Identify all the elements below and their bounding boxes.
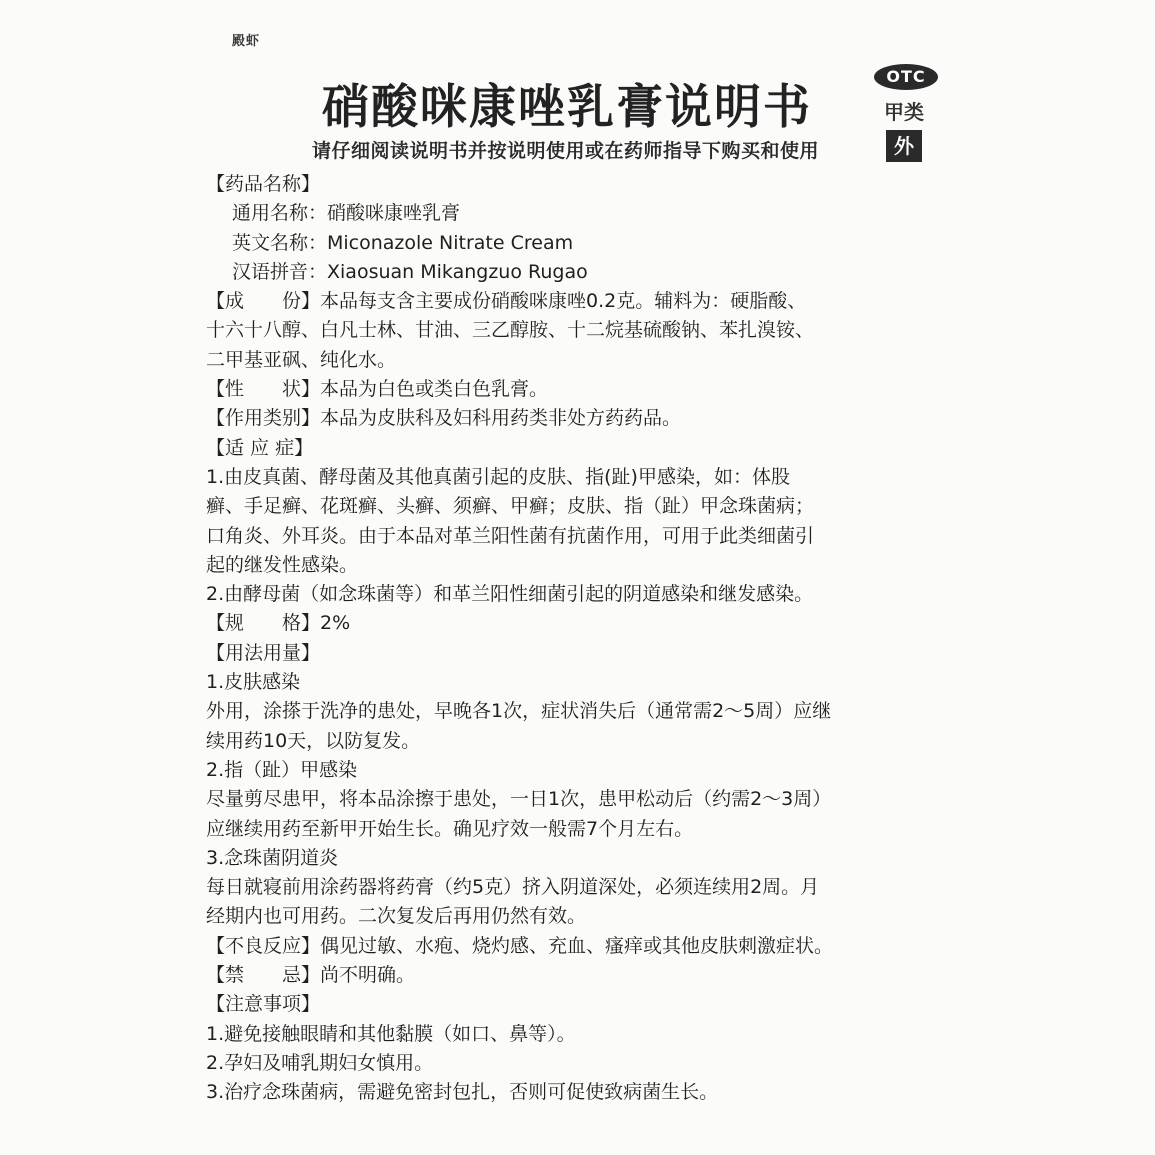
precaution-line: 1.避免接触眼睛和其他黏膜（如口、鼻等）。 bbox=[206, 1022, 576, 1045]
dosage-line: 外用，涂搽于洗净的患处，早晚各1次，症状消失后（通常需2～5周）应继 bbox=[206, 700, 832, 723]
dosage-subheading: 3.念珠菌阴道炎 bbox=[206, 846, 339, 869]
english-name: 英文名称：Miconazole Nitrate Cream bbox=[232, 231, 574, 254]
leaflet-body bbox=[206, 170, 976, 1108]
indication-line: 1.由皮真菌、酵母菌及其他真菌引起的皮肤、指(趾)甲感染，如：体股 bbox=[206, 465, 790, 488]
section-heading-precautions: 【注意事项】 bbox=[206, 993, 321, 1016]
adverse-reactions-line: 【不良反应】偶见过敏、水疱、烧灼感、充血、瘙痒或其他皮肤刺激症状。 bbox=[206, 934, 834, 957]
dosage-line: 经期内也可用药。二次复发后再用仍然有效。 bbox=[206, 905, 587, 928]
dosage-subheading: 1.皮肤感染 bbox=[206, 671, 301, 694]
indication-line: 起的继发性感染。 bbox=[206, 553, 359, 576]
section-heading-name: 【药品名称】 bbox=[206, 173, 321, 195]
pinyin-name: 汉语拼音：Xiaosuan Mikangzuo Rugao bbox=[232, 260, 588, 283]
external-use-badge: 外 bbox=[886, 130, 922, 162]
dosage-line: 尽量剪尽患甲，将本品涂擦于患处，一日1次，患甲松动后（约需2～3周） bbox=[206, 788, 832, 811]
dosage-line: 续用药10天，以防复发。 bbox=[206, 729, 421, 752]
brand-mark: 殿虾 bbox=[232, 34, 261, 49]
document-title: 硝酸咪康唑乳膏说明书 bbox=[322, 80, 812, 135]
appearance-line: 【性 状】本品为白色或类白色乳膏。 bbox=[206, 378, 549, 401]
reading-notice: 请仔细阅读说明书并按说明使用或在药师指导下购买和使用 bbox=[312, 140, 820, 162]
category-line: 【作用类别】本品为皮肤科及妇科用药类非处方药药品。 bbox=[206, 407, 682, 430]
dosage-subheading: 2.指（趾）甲感染 bbox=[206, 758, 358, 781]
precaution-line: 2.孕妇及哺乳期妇女慎用。 bbox=[206, 1051, 434, 1074]
generic-name: 通用名称：硝酸咪康唑乳膏 bbox=[232, 202, 461, 225]
otc-label bbox=[872, 64, 942, 134]
specification-line: 【规 格】2% bbox=[206, 612, 351, 635]
ingredients-line: 【成 份】本品每支含主要成份硝酸咪康唑0.2克。辅料为：硬脂酸、 bbox=[206, 290, 807, 313]
indication-line: 口角炎、外耳炎。由于本品对革兰阳性菌有抗菌作用，可用于此类细菌引 bbox=[206, 524, 815, 547]
otc-badge: OTC bbox=[874, 64, 938, 90]
precaution-line: 3.治疗念珠菌病，需避免密封包扎，否则可促使致病菌生长。 bbox=[206, 1081, 719, 1104]
section-heading-indications: 【适 应 症】 bbox=[206, 436, 314, 459]
indication-line: 癣、手足癣、花斑癣、头癣、须癣、甲癣；皮肤、指（趾）甲念珠菌病； bbox=[206, 495, 815, 518]
contraindications-line: 【禁 忌】尚不明确。 bbox=[206, 964, 416, 987]
dosage-line: 每日就寝前用涂药器将药膏（约5克）挤入阴道深处，必须连续用2周。月 bbox=[206, 876, 820, 899]
indication-line: 2.由酵母菌（如念珠菌等）和革兰阳性细菌引起的阴道感染和继发感染。 bbox=[206, 583, 814, 606]
dosage-line: 应继续用药至新甲开始生长。确见疗效一般需7个月左右。 bbox=[206, 817, 694, 840]
otc-class: 甲类 bbox=[884, 100, 924, 124]
ingredients-line: 十六十八醇、白凡士林、甘油、三乙醇胺、十二烷基硫酸钠、苯扎溴铵、 bbox=[206, 319, 815, 342]
section-heading-dosage: 【用法用量】 bbox=[206, 641, 321, 664]
ingredients-line: 二甲基亚砜、纯化水。 bbox=[206, 348, 397, 371]
